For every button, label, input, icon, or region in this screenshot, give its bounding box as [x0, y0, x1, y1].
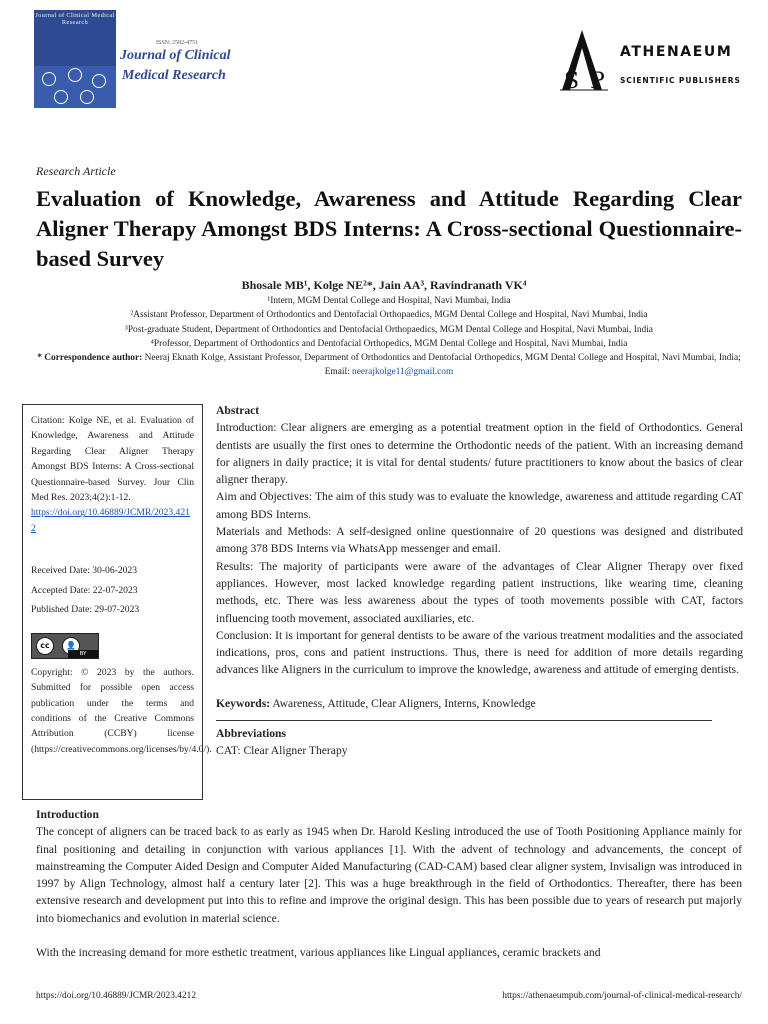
abstract-introduction: Introduction: Clear aligners are emerging as a potential treatment option in the field of Orthodontics. General dentists are usually the first ones to determine the Orthodontic needs of the patient. With an increasing demand for aligners in daily practice; it is vital for dental students/ future practitioners to know about the basics of clear aligner therapy. [216, 421, 743, 487]
abstract-heading: Abstract [216, 404, 260, 417]
correspondence-label: * Correspondence author: [37, 353, 143, 364]
cc-icon: cc [36, 637, 54, 655]
keywords-text: Awareness, Attitude, Clear Aligners, Interns, Knowledge [272, 696, 536, 710]
cc-by-label: BY [68, 650, 98, 658]
article-title: Evaluation of Knowledge, Awareness and Attitude Regarding Clear Aligner Therapy Amongst BDS Interns: A Cross-sectional Questionnaire-based Survey [36, 186, 742, 271]
introduction-section [36, 806, 742, 961]
cover-label: Journal of Clinical Medical Research [35, 12, 115, 26]
citation-sidebar [22, 404, 212, 800]
accepted-date: Accepted Date: 22-07-2023 [31, 584, 138, 596]
keywords [216, 695, 743, 712]
affiliation-2: ²Assistant Professor, Department of Orthodontics and Dentofacial Orthopaedics, MGM Dental College and Hospital, Navi Mumbai, India [130, 310, 648, 321]
introduction-heading: Introduction [36, 808, 99, 821]
journal-title-line2: Medical Research [122, 68, 226, 83]
journal-title-line1: Journal of Clinical [120, 48, 231, 63]
footer-doi-link[interactable]: https://doi.org/10.46889/JCMR/2023.4212 [36, 991, 197, 1001]
affiliations [36, 294, 742, 380]
correspondence-text: Neeraj Eknath Kolge, Assistant Professor, Department of Orthodontics and Dentofacial Orthopedics, MGM Dental College and Hospital, Navi Mumbai, India; Email: [144, 353, 741, 378]
copyright-notice: Copyright: © 2023 by the authors. Submitted for possible open access publication under the terms and conditions of the Creative Commons Attribution (CCBY) license (https://creativecommons.org/licenses/by/4.0/). [31, 666, 212, 755]
attribution-person-icon: 👤 [62, 637, 80, 655]
journal-cover-image [34, 10, 116, 108]
svg-text:S: S [564, 69, 580, 92]
abstract-section [216, 402, 743, 760]
affiliation-1: ¹Intern, MGM Dental College and Hospital, Navi Mumbai, India [267, 296, 511, 306]
stethoscope-icon [92, 74, 106, 88]
issn: ISSN: 2582-4751 [156, 40, 199, 46]
correspondence-email-link[interactable]: neerajkolge11@gmail.com [352, 367, 454, 378]
cross-icon [68, 68, 82, 82]
abstract-aims: Aim and Objectives: The aim of this study was to evaluate the knowledge, awareness and attitude regarding CAT among BDS Interns. [216, 490, 743, 521]
affiliation-4: ⁴Professor, Department of Orthodontics and Dentofacial Orthopedics, MGM Dental College and Hospital, Navi Mumbai, India [150, 338, 628, 349]
abbreviations-text: CAT: Clear Aligner Therapy [216, 744, 348, 758]
athenaeum-logo-icon [552, 30, 616, 92]
page-header [0, 0, 768, 120]
capsule-icon [54, 90, 68, 104]
doi-link[interactable]: https://doi.org/10.46889/JCMR/2023.4212 [31, 507, 190, 534]
author-list: Bhosale MB¹, Kolge NE²*, Jain AA³, Ravindranath VK⁴ [241, 278, 527, 292]
affiliation-3: ³Post-graduate Student, Department of Orthodontics and Dentofacial Orthopaedics, MGM Dental College and Hospital, Navi Mumbai, India [125, 324, 653, 335]
citation-text: Citation: Kolge NE, et al. Evaluation of Knowledge, Awareness and Attitude Regarding Clear Aligner Therapy Amongst BDS Interns: A Cross-sectional Questionnaire-based Survey. Jour Clin Med Res. 2023;4(2):1-12. [31, 415, 194, 504]
publisher-name: ATHENAEUM [620, 44, 733, 60]
cc-license-badge[interactable] [31, 633, 99, 659]
heart-icon [42, 72, 56, 86]
introduction-paragraph-1: The concept of aligners can be traced back to as early as 1945 when Dr. Harold Kesling introduced the use of Tooth Positioning Appliance mainly for final positioning and detailing in conjunction with various appliances [1]. With the advent of technology and advancements, the concept of mainstreaming the Computer Aided Design and Computer Aided Manufacturing (CAD-CAM) based clear aligner system, Invisalign was introduced in 1997 by Align Technology, almost half a century later [2]. This was a huge breakthrough in the field of Orthodontics. Thereafter, there has been extensive research and development put into this to refine and improve the original design. This has been possible due to years of research put majorly into biomechanics and evolution in material science. [36, 825, 742, 925]
dates-block [31, 561, 194, 620]
introduction-paragraph-2: With the increasing demand for more esthetic treatment, various appliances like Lingual appliances, ceramic brackets and [36, 946, 601, 960]
syringe-icon [80, 90, 94, 104]
published-date: Published Date: 29-07-2023 [31, 604, 140, 616]
publisher-subtitle: SCIENTIFIC PUBLISHERS [620, 76, 741, 85]
keywords-label: Keywords: [216, 696, 271, 710]
abstract-methods: Materials and Methods: A self-designed online questionnaire of 20 questions was designed and distributed among 378 BDS Interns via WhatsApp messenger and email. [216, 525, 743, 556]
svg-text:P: P [590, 69, 605, 92]
article-type: Research Article [36, 164, 116, 178]
abstract-results: Results: The majority of participants were aware of the advantages of Clear Aligner Therapy over fixed appliances. However, most lacked knowledge regarding patient instructions, like wearing time, cleaning methods, etc. There was less awareness about the types of tooth movements possible with CAT, factors influencing tooth movement, associated auxiliaries, etc. [216, 559, 743, 625]
footer-journal-link[interactable]: https://athenaeumpub.com/journal-of-clinical-medical-research/ [502, 991, 742, 1001]
correspondence [36, 351, 742, 380]
abbreviations-heading: Abbreviations [216, 727, 287, 741]
publisher-logo [548, 30, 768, 100]
abstract-conclusion: Conclusion: It is important for general dentists to be aware of the various treatment modalities and the associated indications, pros, cons and patient instructions. Thus, there is need for addition of more details regarding advances like Aligners in the curriculum to improve the knowledge, awareness and attitude of emerging dentists. [216, 628, 743, 677]
received-date: Received Date: 30-06-2023 [31, 565, 138, 577]
section-divider [216, 720, 712, 721]
journal-name [120, 46, 230, 86]
